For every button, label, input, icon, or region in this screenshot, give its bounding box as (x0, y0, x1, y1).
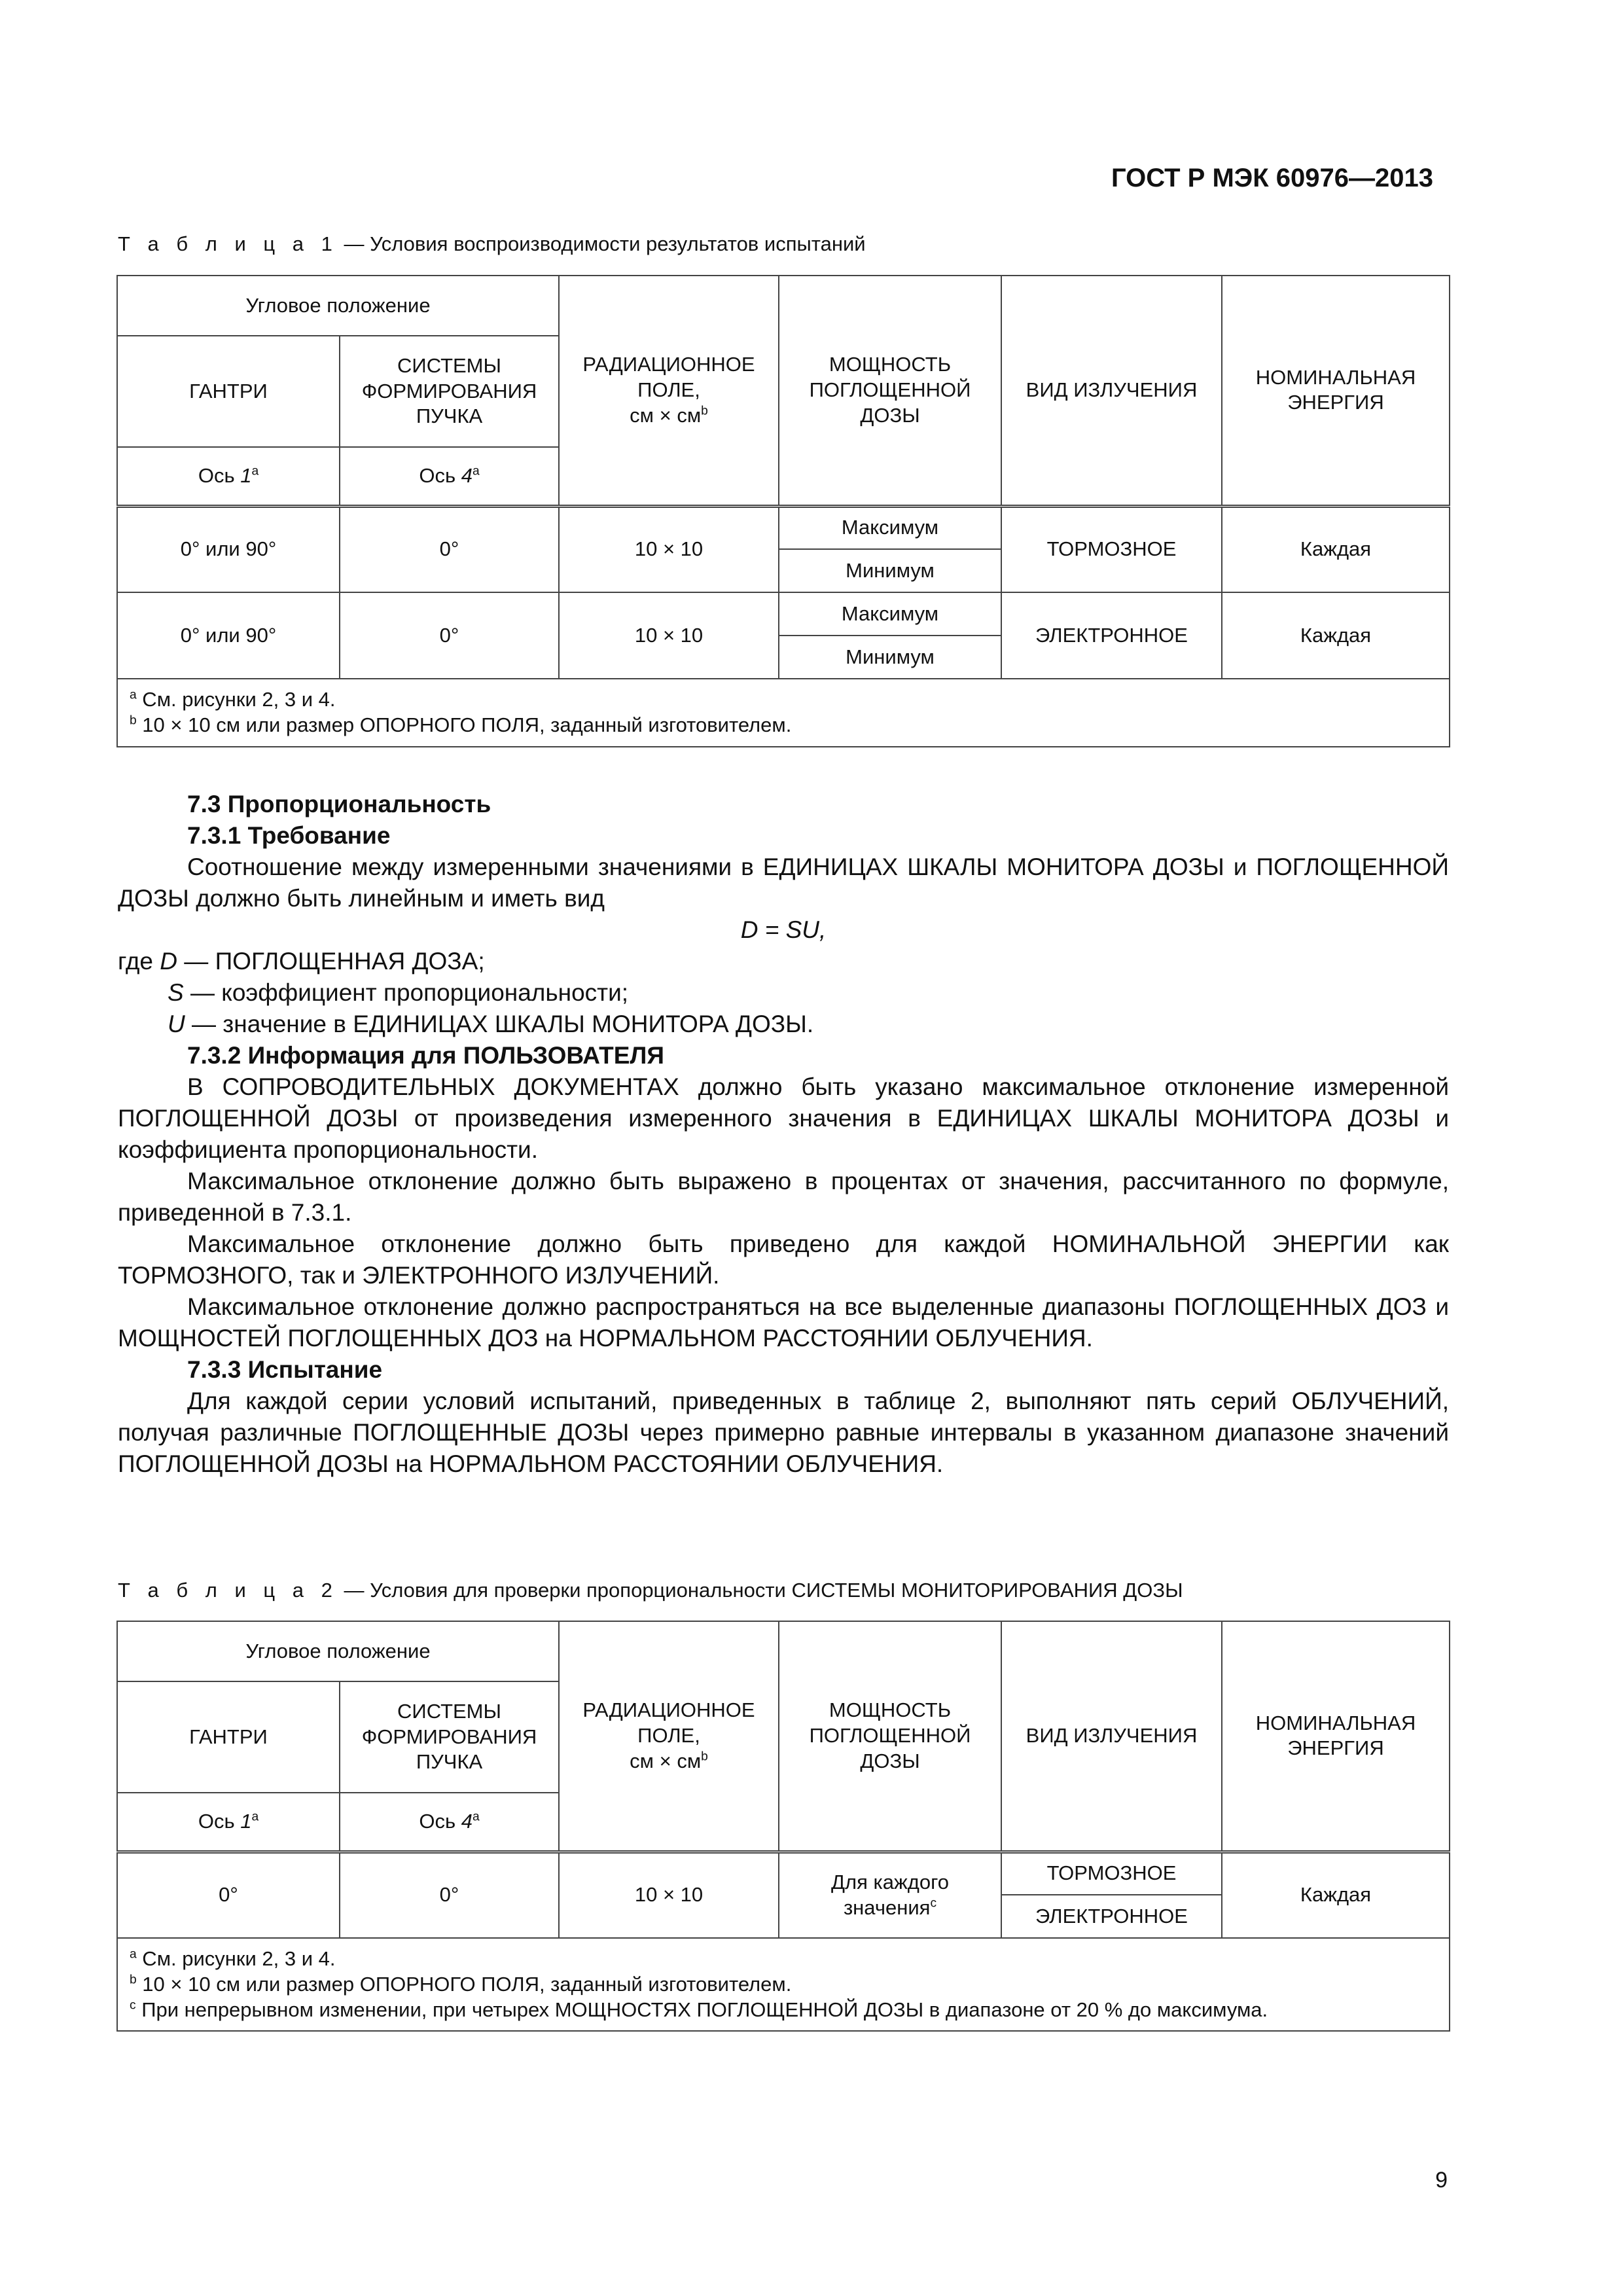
table-row-radiation: ЭЛЕКТРОННОЕ (1001, 592, 1222, 679)
table-row-gantry: 0° или 90° (117, 592, 340, 679)
table-row-beam: 0° (340, 1852, 559, 1938)
paragraph-info-4: Максимальное отклонение должно распространяться на все выделенные диапазоны ПОГЛОЩЕННЫХ ДОЗ и МОЩНОСТЕЙ ПОГЛОЩЕННЫХ ДОЗ на НОРМАЛЬНОМ РАССТОЯНИИ ОБЛУЧЕНИЯ. (118, 1293, 1449, 1352)
table2-header-angular: Угловое положение (117, 1621, 559, 1681)
table-row-min: Минимум (779, 636, 1001, 679)
table1-note-b: $^b$ 10 × 10 см или размер ОПОРНОГО ПОЛЯ, заданный изготовителем. (130, 713, 792, 736)
table2-axis4: Ось 4$^a$ (340, 1793, 559, 1852)
table2-header-field: РАДИАЦИОННОЕ ПОЛЕ, см × $см^b$ (559, 1621, 779, 1852)
table1-caption-text: — Условия воспроизводимости результатов испытаний (338, 232, 866, 255)
heading-7-3-3: 7.3.3 Испытание (187, 1356, 383, 1383)
table1-axis4: Ось 4$^a$ (340, 447, 559, 506)
table1 (116, 275, 1450, 747)
document-header: ГОСТ Р МЭК 60976—2013 (1111, 164, 1433, 192)
table2-header-dose-rate: МОЩНОСТЬ ПОГЛОЩЕННОЙ ДОЗЫ (779, 1621, 1001, 1852)
paragraph-info-2: Максимальное отклонение должно быть выражено в процентах от значения, рассчитанного по формуле, приведенной в 7.3.1. (118, 1168, 1449, 1226)
table1-field-sup: b (701, 404, 708, 418)
section-7-3 (118, 789, 1449, 1480)
table1-caption-prefix: Т а б л и ц а 1 (118, 232, 338, 255)
table1-header-gantry: ГАНТРИ (117, 336, 340, 447)
table1-field-label: РАДИАЦИОННОЕ ПОЛЕ, (582, 353, 755, 401)
table2-notes (117, 1938, 1450, 2031)
table-row-gantry: 0° (117, 1852, 340, 1938)
table1-axis1: Ось 1$^a$ (117, 447, 340, 506)
table1-notes (117, 679, 1450, 747)
table-row-min: Минимум (779, 549, 1001, 592)
table2-note-c: $^c$ При непрерывном изменении, при четырех МОЩНОСТЯХ ПОГЛОЩЕННОЙ ДОЗЫ в диапазоне от 20 % до максимума. (130, 1998, 1268, 2021)
table1-header-dose-rate: МОЩНОСТЬ ПОГЛОЩЕННОЙ ДОЗЫ (779, 276, 1001, 506)
paragraph-info-1: В СОПРОВОДИТЕЛЬНЫХ ДОКУМЕНТАХ должно быть указано максимальное отклонение измеренной ПОГЛОЩЕННОЙ ДОЗЫ от произведения измеренного значения в ЕДИНИЦАХ ШКАЛЫ МОНИТОРА ДОЗЫ и коэффициента пропорциональности. (118, 1073, 1449, 1163)
paragraph-test: Для каждой серии условий испытаний, приведенных в таблице 2, выполняют пять серий ОБЛУЧЕНИЙ, получая различные ПОГЛОЩЕННЫЕ ДОЗЫ через примерно равные интервалы в указанном диапазоне значений ПОГЛОЩЕННОЙ ДОЗЫ на НОРМАЛЬНОМ РАССТОЯНИИ ОБЛУЧЕНИЯ. (118, 1388, 1449, 1477)
table-row-beam: 0° (340, 592, 559, 679)
table2-header-radiation: ВИД ИЗЛУЧЕНИЯ (1001, 1621, 1222, 1852)
table-row-energy: Каждая (1222, 592, 1450, 679)
table-row-field: 10 × 10 (559, 506, 779, 592)
where-s: S — коэффициент пропорциональности; (168, 979, 629, 1006)
table1-note-a: $^a$ См. рисунки 2, 3 и 4. (130, 688, 336, 711)
table2-caption (118, 1579, 1183, 1602)
table1-caption (118, 232, 866, 256)
table-row-energy: Каждая (1222, 506, 1450, 592)
table-row-max: Максимум (779, 592, 1001, 636)
paragraph-requirement: Соотношение между измеренными значениями в ЕДИНИЦАХ ШКАЛЫ МОНИТОРА ДОЗЫ и ПОГЛОЩЕННОЙ ДОЗЫ должно быть линейным и иметь вид (118, 853, 1449, 912)
table2-header-beam: СИСТЕМЫ ФОРМИРОВАНИЯ ПУЧКА (340, 1681, 559, 1793)
table-row-energy: Каждая (1222, 1852, 1450, 1938)
table2-note-a: $^a$ См. рисунки 2, 3 и 4. (130, 1947, 336, 1970)
table-row-radiation-2: ЭЛЕКТРОННОЕ (1001, 1895, 1222, 1938)
table-row-field: 10 × 10 (559, 592, 779, 679)
table2-caption-prefix: Т а б л и ц а 2 (118, 1579, 338, 1602)
heading-7-3-2: 7.3.2 Информация для ПОЛЬЗОВАТЕЛЯ (187, 1042, 664, 1069)
table-row-radiation: ТОРМОЗНОЕ (1001, 506, 1222, 592)
table-row-radiation-1: ТОРМОЗНОЕ (1001, 1852, 1222, 1895)
table1-header-radiation: ВИД ИЗЛУЧЕНИЯ (1001, 276, 1222, 506)
formula: D = SU, (740, 916, 827, 943)
table2 (116, 1621, 1450, 2032)
heading-7-3: 7.3 Пропорциональность (187, 791, 491, 817)
paragraph-info-3: Максимальное отклонение должно быть приведено для каждой НОМИНАЛЬНОЙ ЭНЕРГИИ как ТОРМОЗНОГО, так и ЭЛЕКТРОННОГО ИЗЛУЧЕНИЙ. (118, 1230, 1449, 1289)
table1-header-energy: НОМИНАЛЬНАЯ ЭНЕРГИЯ (1222, 276, 1450, 506)
table1-header-angular: Угловое положение (117, 276, 559, 336)
table1-header-beam: СИСТЕМЫ ФОРМИРОВАНИЯ ПУЧКА (340, 336, 559, 447)
where-d: где D — ПОГЛОЩЕННАЯ ДОЗА; (118, 948, 485, 975)
table1-header-field (559, 276, 779, 506)
table-row-gantry: 0° или 90° (117, 506, 340, 592)
page-number: 9 (1435, 2168, 1448, 2193)
table-row-dose-rate: Для каждого значения$^c$ (779, 1852, 1001, 1938)
table1-field-unit: см × см (630, 403, 702, 427)
table2-header-gantry: ГАНТРИ (117, 1681, 340, 1793)
table2-caption-text: — Условия для проверки пропорциональности СИСТЕМЫ МОНИТОРИРОВАНИЯ ДОЗЫ (338, 1579, 1183, 1602)
where-u: U — значение в ЕДИНИЦАХ ШКАЛЫ МОНИТОРА ДОЗЫ. (168, 1011, 814, 1037)
table-row-max: Максимум (779, 506, 1001, 549)
table2-header-energy: НОМИНАЛЬНАЯ ЭНЕРГИЯ (1222, 1621, 1450, 1852)
table-row-beam: 0° (340, 506, 559, 592)
heading-7-3-1: 7.3.1 Требование (187, 822, 391, 849)
table-row-field: 10 × 10 (559, 1852, 779, 1938)
table2-axis1: Ось 1$^a$ (117, 1793, 340, 1852)
table2-note-b: $^b$ 10 × 10 см или размер ОПОРНОГО ПОЛЯ, заданный изготовителем. (130, 1972, 792, 1996)
